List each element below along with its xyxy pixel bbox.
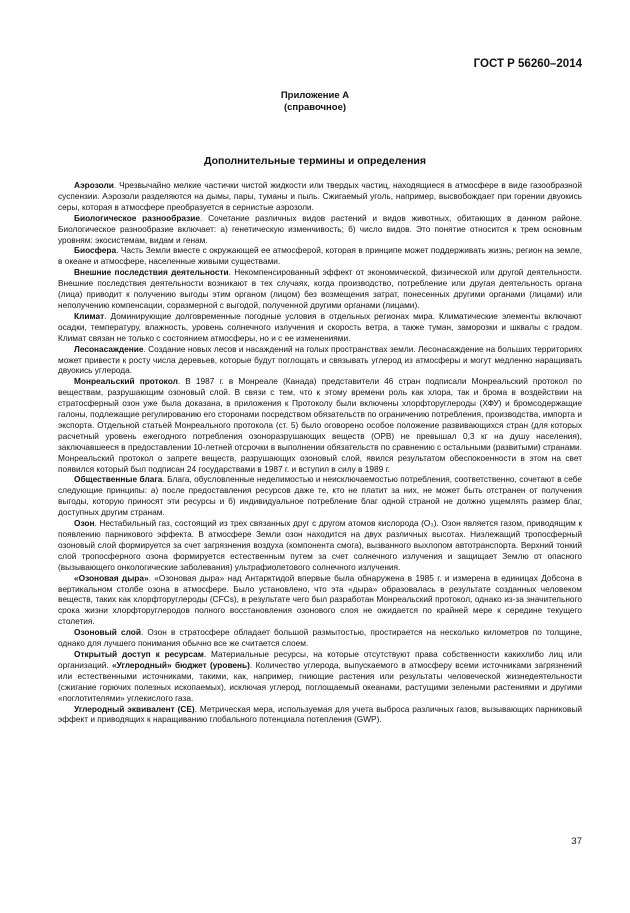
definition-paragraph: [58, 311, 582, 344]
definition-term: «Углеродный» бюджет (уровень): [112, 659, 250, 670]
definition-term: Углеродный эквивалент (CE): [74, 703, 195, 714]
definition-text: . Озон в стратосфере обладает большой размытостью, простирается на несколько километров по толщине, однако для лучшего понимания обычно все же считается слоем.: [58, 627, 583, 649]
definition-text: . Доминирующие долговременные погодные условия в отдельных регионах мира. Климатические элементы включают осадки, температуру, влажность, уровень солнечного излучения и скорость ветра, а также туман, заморозки и шквалы с градом. Климат связан не только с состоянием атмосферы, но и с ее изменениями.: [58, 310, 582, 343]
definition-paragraph: [58, 649, 582, 704]
definition-text: . Часть Земли вместе с окружающей ее атмосферой, которая в принципе может поддерживать жизнь; регион на земле, в океане и атмосфере, населенные живыми существами.: [58, 245, 582, 267]
definition-term: Озоновый слой: [74, 627, 141, 638]
definition-paragraph: [58, 474, 582, 518]
definition-text: . Метрическая мера, используемая для учета выброса различных газов, вызывающих парниковый эффект и приводящих к наращиванию глобального потенциала потепления (GWP).: [58, 703, 583, 725]
definition-text: . Чрезвычайно мелкие частички чистой жидкости или твердых частиц, находящиеся в атмосфере в виде газообразной суспензии. Аэрозоли разделяются на дымы, пары, туманы и пыль. Сжигаемый уголь, например, высвобождает при горении двуокись серы, которая в атмосфере преобразуется в сернистые аэрозоли.: [58, 180, 582, 212]
definition-paragraph: [58, 376, 582, 474]
standard-number: ГОСТ Р 56260–2014: [473, 58, 582, 70]
definition-text: . Блага, обусловленные неделимостью и неисключаемостью потребления, соответственно, сочетают в себе следующие принципы: а) после предоставления ресурсов даже те, кто не платит за них, не может быть отстранен от получения выгоды, которую приносят эти ресурсы и б) индивидуальное потребление благ одной страной не должно ущемлять размер благ, доступных другим странам.: [58, 474, 582, 518]
definition-text: . Нестабильный газ, состоящий из трех связанных друг с другом атомов кислорода (O₃). Озон является газом, приводящим к появлению парникового эффекта. В атмосфере Земли озон находится на двух различных высотах. Низлежащий тропосферный озоновый слой формируется за счет загрязнения воздуха (компонента смога), вызванного выхлопом автотранспорта. Верхний тонкий слой тропосферного озона формируется естественным путем за счет солнечного излучения и защищает Землю от опасного (вызывающего онкологические заболевания) ультрафиолетового солнечного излучения.: [58, 518, 582, 572]
definition-term: Аэрозоли: [74, 180, 114, 190]
definitions-body: [58, 180, 582, 725]
appendix-title: Приложение А: [280, 90, 350, 101]
definition-paragraph: [58, 627, 582, 649]
definition-paragraph: [58, 213, 582, 246]
definition-paragraph: [58, 704, 582, 726]
definition-paragraph: [58, 267, 582, 311]
appendix-heading: [0, 90, 630, 114]
definition-term: Монреальский протокол: [74, 376, 178, 387]
definition-text: . Сочетание различных видов растений и видов животных, обитающих в данном районе. Биологическое разнообразие включает: а) генетическую изменчивость; б) число видов. Это понятие относится к трем основным уровням: экосистемам, видам и генам.: [58, 212, 582, 245]
definition-term: Лесонасаждение: [74, 343, 144, 354]
definition-text: . Количество углерода, выпускаемого в атмосферу всеми источниками загрязнений или естественными источниками, такими, как, например, гниющие растения или результаты человеческой жизнедеятельности (сжигание горючих полезных ископаемых), исключая углерод, поглощаемый океанами, растущими зелеными растениями и другими «поглотителями» углекислого газа.: [58, 659, 582, 703]
definition-paragraph: [58, 518, 582, 573]
definition-paragraph: [58, 180, 582, 213]
section-title: Дополнительные термины и определения: [203, 155, 427, 167]
definition-term: «Озоновая дыра»: [74, 572, 149, 583]
definition-text: . «Озоновая дыра» над Антарктидой впервые была обнаружена в 1985 г. и измерена в единицах Добсона в вертикальном столбе озона в атмосфере. Было установлено, что эта «дыра» образовалась в результате созданных человеком веществ, таких как хлорфторуглероды (CFCs), в результате чего был разработан Монреальский протокол, однако из-за значительного срока жизни хлорфторуглеродов полного восстановления озонового слоя не ожидается по крайней мере к середине текущего столетия.: [58, 572, 582, 627]
definition-text: . Материальные ресурсы, на которые отсутствуют права собственности какихлибо лиц или организаций.: [58, 648, 582, 670]
definition-term: Общественные блага: [74, 474, 163, 485]
definition-text: . В 1987 г. в Монреале (Канада) представители 46 стран подписали Монреальский протокол по веществам, разрушающим озоновый слой. В связи с тем, что к этому времени роль как хлора, так и брома в воздействии на стратосферный озон уже была доказана, в приложения к Протоколу были включены хлорфторуглероды (ХФУ) и бромсодержащие галоны, подлежащие регулированию его сторонами посредством обязательств по ограничению потребления, производства, импорта и экспорта. Отдельной статьей Монреального протокола (ст. 5) было оговорено особое положение развивающихся стран (для которых расчетный уровень ежегодного потребления озоноразрушающих веществ (ОРВ) не превышал 0,3 кг на душу населения), заключавшееся в предоставлении 10-летней отсрочки в выполнении обязательств по сравнению с остальными (развитыми) странами. Монреальский протокол о запрете веществ, разрушающих озоновый слой, явился результатом обеспокоенности в этом на свет появился который был подписан 24 государствами в 1987 г. и вступил в силу в 1989 г.: [58, 376, 582, 474]
appendix-subtitle: (справочное): [283, 102, 347, 113]
definition-term: Открытый доступ к ресурсам: [74, 648, 204, 659]
definition-term: Внешние последствия деятельности: [74, 267, 229, 278]
definition-paragraph: [58, 245, 582, 267]
page-number: 37: [571, 836, 582, 847]
definition-paragraph: [58, 573, 582, 628]
definition-term: Озон: [74, 518, 95, 529]
definition-term: Биологическое разнообразие: [74, 212, 200, 223]
definition-term: Климат: [74, 310, 105, 321]
definition-term: Биосфера: [74, 245, 117, 256]
definition-text: . Создание новых лесов и насаждений на голых пространствах земли. Лесонасаждение на больших территориях может привести к росту числа деревьев, которые будут поглощать и связывать углерод из атмосферы и могут медленно наращивать двуокись углерода.: [58, 343, 582, 376]
definition-paragraph: [58, 344, 582, 377]
definition-text: . Некомпенсированный эффект от экономической, физической или другой деятельности. Внешние последствия деятельности возникают в тех случаях, когда производство, потребление или другая деятельность органа (лица) приводит к получению выгоды этим органом (лицом) без возмещения затрат, понесенных другими органами (лицами) или неполучению компенсации, соразмерной с выгодой, полученной другими органами (лицами).: [58, 267, 582, 310]
